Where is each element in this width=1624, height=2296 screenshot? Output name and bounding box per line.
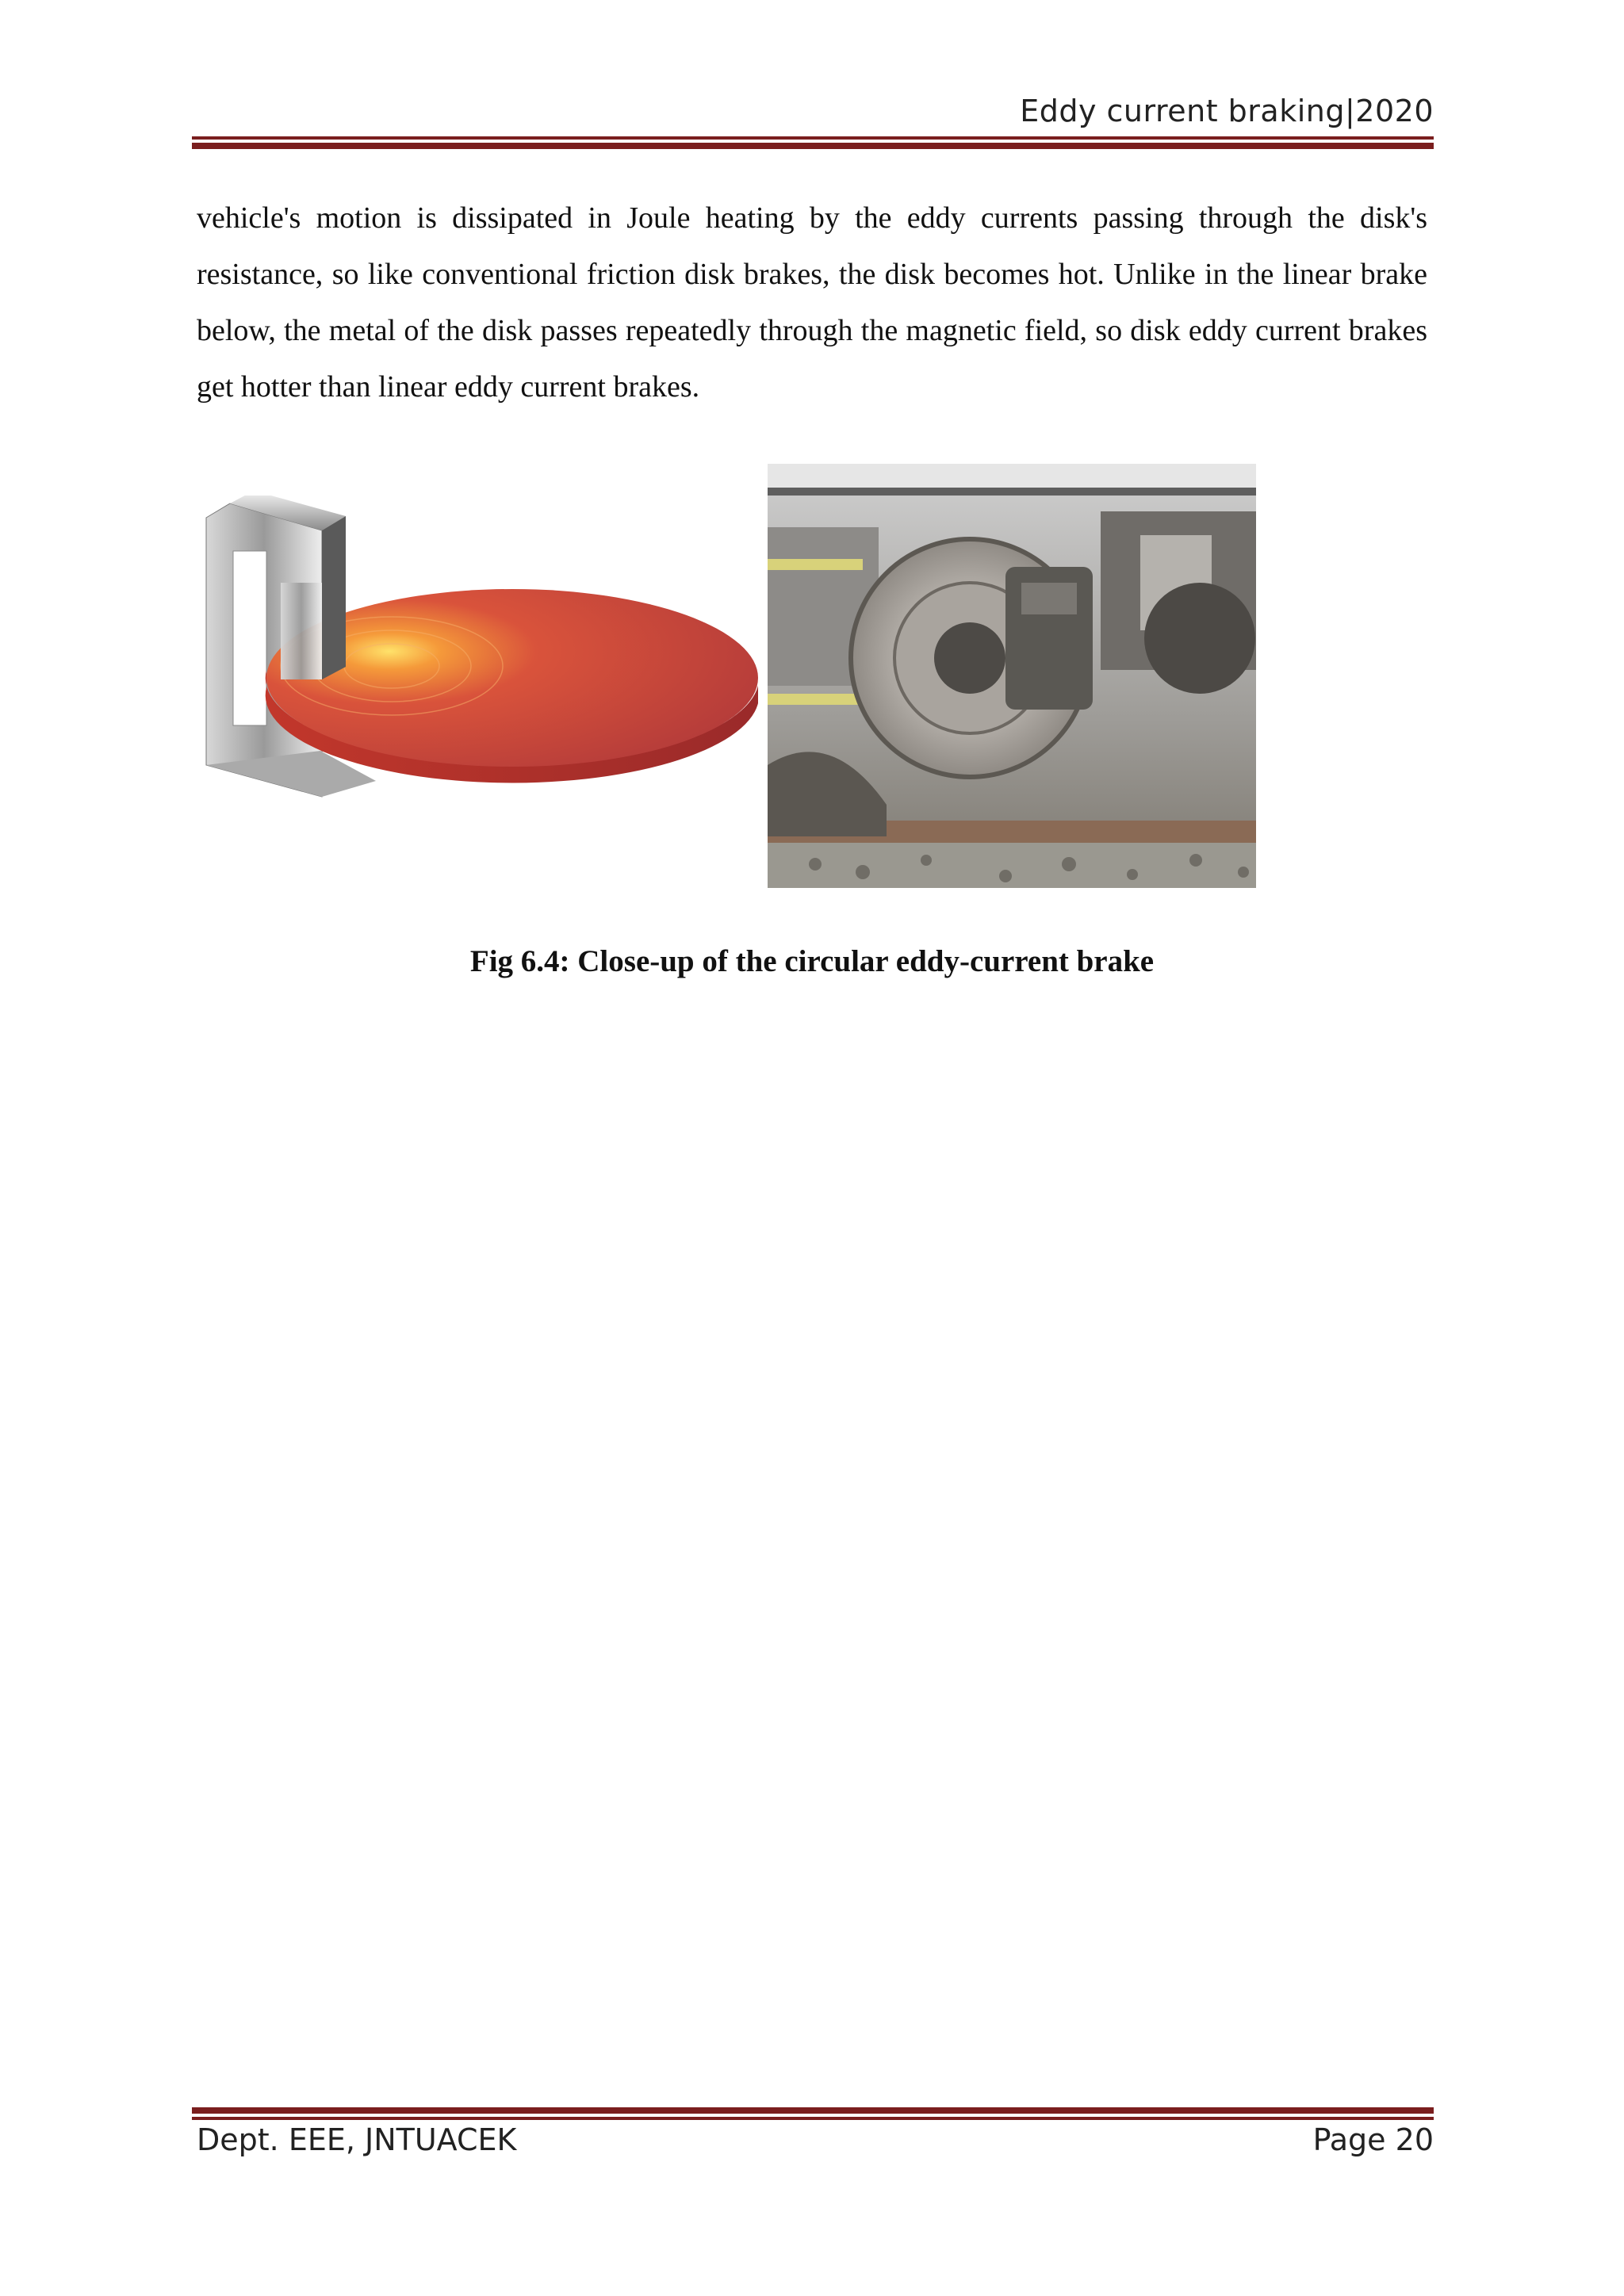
figure-caption: Fig 6.4: Close-up of the circular eddy-current brake: [469, 944, 1155, 978]
header-rule: [192, 136, 1434, 149]
disk-simulation-image: [201, 496, 764, 892]
running-header: Eddy current braking|2020: [1020, 94, 1434, 128]
figure-eddy-current-brake: [201, 464, 1256, 888]
train-bogie-photo: [768, 464, 1256, 888]
footer-rule: [192, 2107, 1434, 2120]
body-paragraph: vehicle's motion is dissipated in Joule heating by the eddy currents passing through the disk's resistance, so like conventional friction disk brakes, the disk becomes hot. Unlike in the linear brake below, the metal of the disk passes repeatedly through the magnetic field, so disk eddy current brakes get hotter than linear eddy current brakes.: [197, 201, 1427, 404]
footer-page-number: Page 20: [1312, 2122, 1434, 2157]
footer-department: Dept. EEE, JNTUACEK: [197, 2122, 517, 2157]
